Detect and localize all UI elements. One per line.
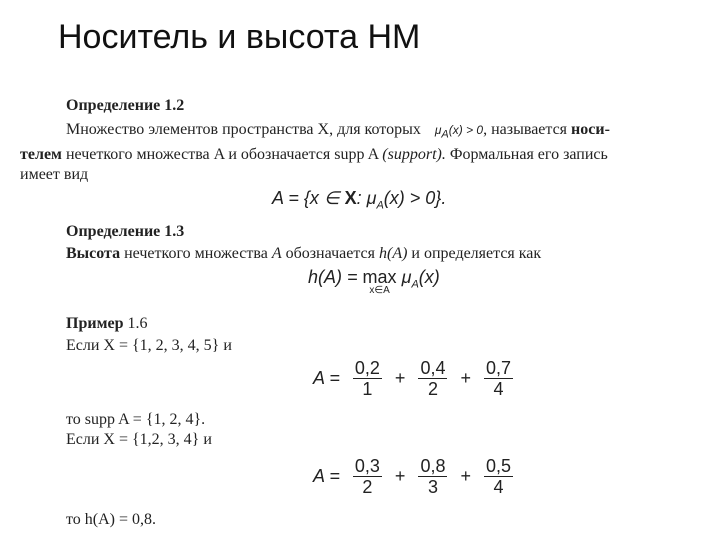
- definition-1-2-line-1: [66, 120, 610, 144]
- example-then-1: то supp A = {1, 2, 4}.: [66, 411, 206, 428]
- slide-title: Носитель и высота НМ: [58, 18, 421, 56]
- fraction-term: $\frac{0,3}{2}$: [354, 456, 380, 497]
- fraction-term: $\frac{0,5}{4}$: [486, 456, 512, 497]
- definition-1-2-text-end: , называется: [483, 121, 568, 138]
- mu-condition-formula: $\mu_A(x) > 0$: [434, 123, 484, 141]
- definition-1-2-text-start: Множество элементов пространства X, для которых: [66, 121, 421, 138]
- support-formula: A = {x ∈ X: $\mu_A(x) > 0$}.: [272, 188, 447, 212]
- definition-1-2-text-middle: нечеткого множества A и обозначается supp A: [65, 146, 379, 163]
- definition-1-2-line-2: [20, 145, 608, 164]
- definition-1-3-line: Высота нечеткого множества A обозначается h(A) и определяется как: [66, 245, 542, 262]
- fraction-term: $\frac{0,7}{4}$: [486, 358, 512, 399]
- fraction-term: $\frac{0,4}{2}$: [420, 358, 446, 399]
- fuzzy-set-formula-2: A = $\frac{0,3}{2}$ + $\frac{0,8}{3}$ + $\frac{0,5}{4}$: [313, 456, 512, 497]
- example-if-2: Если X = {1,2, 3, 4} и: [66, 431, 212, 448]
- support-term-part-2: телем: [20, 146, 62, 163]
- example-heading: Пример 1.6: [66, 315, 148, 332]
- definition-1-2-text-formal: Формальная его запись: [449, 146, 608, 163]
- height-term: Высота: [66, 245, 121, 262]
- example-then-2: то h(A) = 0,8.: [66, 511, 157, 528]
- fuzzy-set-formula-1: A = $\frac{0,2}{1}$ + $\frac{0,4}{2}$ + $\frac{0,7}{4}$: [313, 358, 512, 399]
- example-if-1: Если X = {1, 2, 3, 4, 5} и: [66, 337, 232, 354]
- support-term-part-1: носи-: [571, 121, 610, 138]
- definition-1-2-line-3: имеет вид: [20, 166, 89, 183]
- fraction-term: $\frac{0,8}{3}$: [420, 456, 446, 497]
- definition-1-2-heading: Определение 1.2: [66, 97, 185, 114]
- height-formula: h(A) = max x∈A $\mu_A(x)$: [308, 267, 440, 296]
- fraction-term: $\frac{0,2}{1}$: [354, 358, 380, 399]
- support-english-term: (support).: [382, 146, 446, 163]
- definition-1-3-heading: Определение 1.3: [66, 223, 185, 240]
